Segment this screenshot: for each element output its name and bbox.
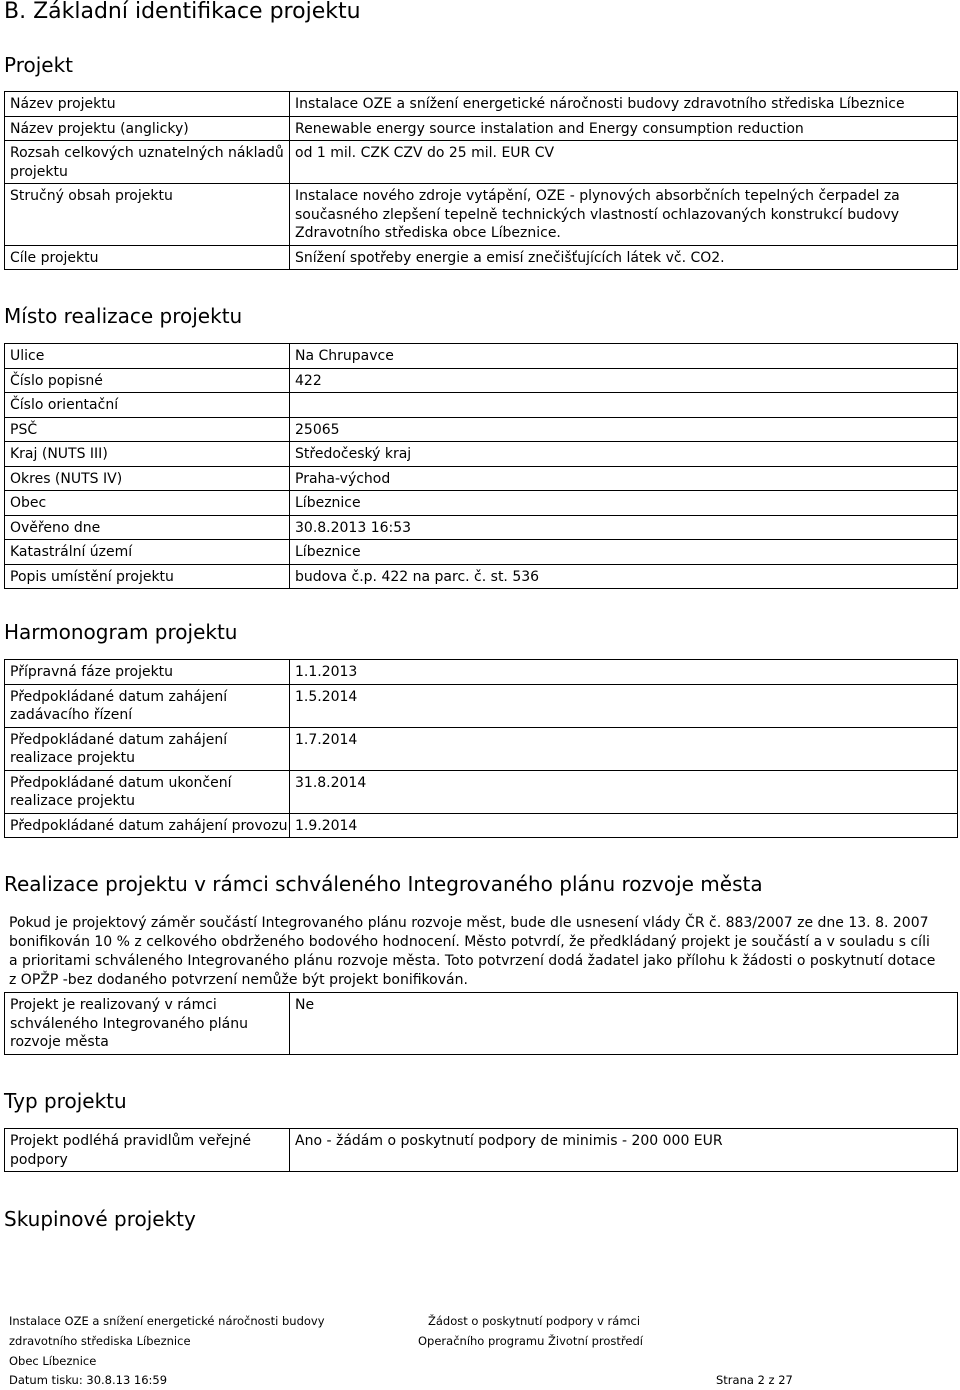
table-row [5, 515, 958, 540]
row-value: Renewable energy source instalation and Energy consumption reduction [290, 116, 958, 141]
row-label: Předpokládané datum zahájení provozu [5, 813, 290, 838]
row-value [290, 393, 958, 418]
table-row [5, 727, 958, 770]
table-row [5, 141, 958, 184]
row-value: Instalace nového zdroje vytápění, OZE - plynových absorbčních tepelných čerpadel za současného zlepšení tepelně technických vlastností ochlazovaných konstrukcí budovy Zdravotního střediska obce Líbeznice. [290, 184, 958, 246]
row-value: 31.8.2014 [290, 770, 958, 813]
row-label: Obec [5, 491, 290, 516]
table-row [5, 344, 958, 369]
row-label: Číslo popisné [5, 368, 290, 393]
row-label: Katastrální území [5, 540, 290, 565]
row-label: Předpokládané datum zahájení realizace projektu [5, 727, 290, 770]
row-value: Praha-východ [290, 466, 958, 491]
row-value: Ano - žádám o poskytnutí podpory de minimis - 200 000 EUR [290, 1129, 958, 1172]
row-label: Stručný obsah projektu [5, 184, 290, 246]
footer-applicant: Obec Líbeznice [9, 1354, 97, 1368]
section-title-skupinove: Skupinové projekty [4, 1207, 196, 1231]
harmonogram-table [4, 659, 958, 838]
typ-table [4, 1128, 958, 1172]
row-value: 1.1.2013 [290, 660, 958, 685]
row-value: Ne [290, 993, 958, 1055]
row-value: 25065 [290, 417, 958, 442]
projekt-table [4, 91, 958, 270]
ipr-table [4, 992, 958, 1055]
section-title-ipr: Realizace projektu v rámci schváleného Integrovaného plánu rozvoje města [4, 872, 763, 896]
row-value: 1.7.2014 [290, 727, 958, 770]
page-title: B. Základní identifikace projektu [4, 0, 361, 24]
section-title-misto: Místo realizace projektu [4, 304, 243, 328]
footer-project-name-line1: Instalace OZE a snížení energetické náročnosti budovy [9, 1314, 325, 1328]
row-label: Projekt je realizovaný v rámci schváleného Integrovaného plánu rozvoje města [5, 993, 290, 1055]
row-value: 422 [290, 368, 958, 393]
row-label: Ulice [5, 344, 290, 369]
table-row [5, 491, 958, 516]
row-label: Popis umístění projektu [5, 564, 290, 589]
table-row [5, 92, 958, 117]
table-row [5, 442, 958, 467]
row-value: 1.5.2014 [290, 684, 958, 727]
row-label: Předpokládané datum zahájení zadávacího řízení [5, 684, 290, 727]
footer-form-line2: Operačního programu Životní prostředí [418, 1334, 643, 1348]
row-label: Cíle projektu [5, 245, 290, 270]
table-row [5, 770, 958, 813]
row-value: Na Chrupavce [290, 344, 958, 369]
table-row [5, 116, 958, 141]
section-title-harmonogram: Harmonogram projektu [4, 620, 238, 644]
ipr-notice: Pokud je projektový záměr součástí Integrovaného plánu rozvoje měst, bude dle usnesení vlády ČR č. 883/2007 ze dne 13. 8. 2007 bonifikován 10 % z celkového obdrženého bodového hodnocení. Město potvrdí, že předkládaný projekt je součástí a v souladu s cíli a prioritami schváleného Integrovaného plánu rozvoje města. Toto potvrzení dodá žadatel jako přílohu k žádosti o poskytnutí dotace z OPŽP -bez dodaného potvrzení nemůže být projekt bonifikován. [9, 915, 936, 988]
row-value: 30.8.2013 16:53 [290, 515, 958, 540]
row-label: Ověřeno dne [5, 515, 290, 540]
table-row [5, 1129, 958, 1172]
table-row [5, 184, 958, 246]
table-row [5, 540, 958, 565]
table-row [5, 660, 958, 685]
footer-form-line1: Žádost o poskytnutí podpory v rámci [428, 1314, 641, 1328]
row-label: Předpokládané datum ukončení realizace projektu [5, 770, 290, 813]
row-label: Číslo orientační [5, 393, 290, 418]
row-label: Název projektu [5, 92, 290, 117]
footer-print-date: Datum tisku: 30.8.13 16:59 [9, 1373, 168, 1387]
row-label: Okres (NUTS IV) [5, 466, 290, 491]
row-value: Líbeznice [290, 540, 958, 565]
footer-form-name [418, 1311, 643, 1351]
row-value: Středočeský kraj [290, 442, 958, 467]
table-row [5, 368, 958, 393]
table-row [5, 245, 958, 270]
row-label: Název projektu (anglicky) [5, 116, 290, 141]
footer-project-name [9, 1311, 325, 1371]
footer-project-name-line2: zdravotního střediska Líbeznice [9, 1334, 191, 1348]
row-value: Líbeznice [290, 491, 958, 516]
section-title-projekt: Projekt [4, 53, 74, 77]
table-row [5, 684, 958, 727]
table-row [5, 393, 958, 418]
row-label: Přípravná fáze projektu [5, 660, 290, 685]
row-value: Instalace OZE a snížení energetické náročnosti budovy zdravotního střediska Líbeznice [290, 92, 958, 117]
row-label: Rozsah celkových uznatelných nákladů projektu [5, 141, 290, 184]
row-value: Snížení spotřeby energie a emisí znečišťujících látek vč. CO2. [290, 245, 958, 270]
table-row [5, 417, 958, 442]
misto-table [4, 343, 958, 589]
table-row [5, 466, 958, 491]
table-row [5, 813, 958, 838]
row-label: PSČ [5, 417, 290, 442]
row-value: budova č.p. 422 na parc. č. st. 536 [290, 564, 958, 589]
row-value: 1.9.2014 [290, 813, 958, 838]
footer-page-number: Strana 2 z 27 [716, 1373, 793, 1387]
section-title-typ: Typ projektu [4, 1089, 127, 1113]
row-label: Projekt podléhá pravidlům veřejné podpory [5, 1129, 290, 1172]
table-row [5, 993, 958, 1055]
table-row [5, 564, 958, 589]
row-value: od 1 mil. CZK CZV do 25 mil. EUR CV [290, 141, 958, 184]
row-label: Kraj (NUTS III) [5, 442, 290, 467]
